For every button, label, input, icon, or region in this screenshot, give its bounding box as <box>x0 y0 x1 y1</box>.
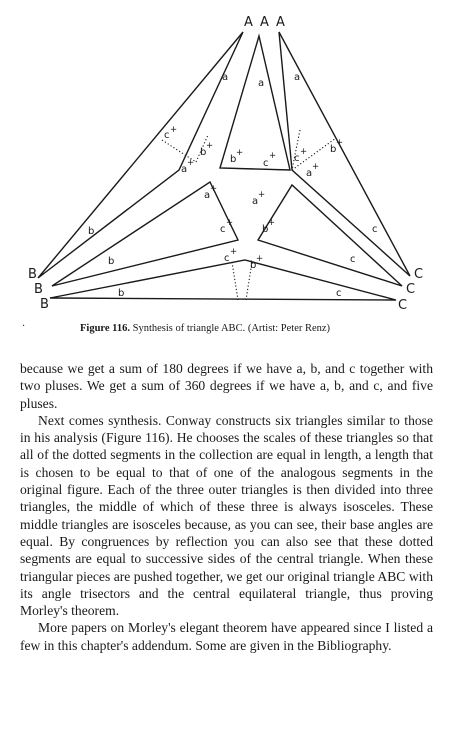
svg-text:+: + <box>300 147 308 157</box>
side-label-b-left-outer: b <box>88 226 95 237</box>
svg-text:a: a <box>181 164 188 175</box>
svg-text:+: + <box>206 141 214 151</box>
outer-triangle-bottom <box>50 260 396 300</box>
svg-text:+: + <box>226 218 234 228</box>
side-label-c-right-outer: c <box>372 224 378 235</box>
side-label-b-left-inner: b <box>108 256 115 267</box>
svg-text:+: + <box>336 138 344 148</box>
angle-label-c-plus-inner-left <box>220 218 233 235</box>
side-label-a-left: a <box>222 72 229 83</box>
svg-text:+: + <box>187 158 195 168</box>
vertex-label-a1: A <box>244 15 253 30</box>
figure-number: Figure 116. <box>80 323 130 334</box>
svg-text:+: + <box>256 254 264 264</box>
svg-text:b: b <box>250 260 257 271</box>
svg-text:c: c <box>164 130 170 141</box>
svg-text:b: b <box>230 154 237 165</box>
svg-text:+: + <box>258 190 266 200</box>
inner-triangle-top <box>220 36 290 170</box>
svg-text:+: + <box>170 125 178 135</box>
paragraph-3: More papers on Morley's elegant theorem have appeared since I listed a few in this chapter's addendum. Some are given in the Bibliography. <box>20 620 433 653</box>
svg-text:a: a <box>306 168 313 179</box>
svg-text:c: c <box>224 253 230 264</box>
svg-text:c: c <box>263 158 269 169</box>
svg-text:c: c <box>294 153 300 164</box>
angle-label-b-plus-left <box>200 141 213 158</box>
figure-caption <box>80 323 330 334</box>
angle-label-b-plus-right <box>330 138 343 155</box>
angle-label-b-plus-bottom <box>250 254 263 271</box>
angle-label-a-plus-right <box>306 162 319 179</box>
svg-text:+: + <box>268 218 276 228</box>
vertex-label-c1: C <box>414 267 424 282</box>
angle-label-c-plus-top <box>263 151 276 169</box>
angle-label-a-plus-inner-right <box>252 190 265 207</box>
vertex-label-a3: A <box>276 15 285 30</box>
margin-mark: . <box>22 318 26 329</box>
svg-text:b: b <box>262 224 269 235</box>
angle-label-b-plus-top <box>230 148 243 165</box>
angle-label-b-plus-inner-right <box>262 218 275 235</box>
svg-text:a: a <box>252 196 259 207</box>
vertex-label-b3: B <box>40 297 49 312</box>
vertex-label-c3: C <box>398 298 408 313</box>
side-label-a-top: a <box>258 78 265 89</box>
side-label-b-bottom: b <box>118 288 125 299</box>
body-text <box>20 360 433 654</box>
svg-text:+: + <box>210 184 218 194</box>
svg-text:c: c <box>220 224 226 235</box>
vertex-label-c2: C <box>406 282 416 297</box>
svg-text:+: + <box>236 148 244 158</box>
svg-text:a: a <box>204 190 211 201</box>
angle-label-a-plus-inner-left <box>204 184 217 201</box>
svg-text:+: + <box>312 162 320 172</box>
svg-text:+: + <box>269 151 277 161</box>
side-label-a-right: a <box>294 72 301 83</box>
angle-label-c-plus-right <box>294 147 307 164</box>
vertex-label-b1: B <box>28 267 37 282</box>
svg-text:b: b <box>200 147 207 158</box>
vertex-label-a2: A <box>260 15 269 30</box>
figure-caption-text: Synthesis of triangle ABC. (Artist: Peter Renz) <box>132 323 331 334</box>
side-label-c-bottom: c <box>336 288 342 299</box>
morley-synthesis-figure <box>0 0 468 318</box>
inner-triangle-right <box>258 185 402 286</box>
paragraph-2: Next comes synthesis. Conway constructs six triangles similar to those in his analysis (Figure 116). He chooses the scales of these triangles so that all of the dotted segments in the collection are equal in length, a length that is chosen to be equal to that of one of the analogous segments in the original figure. Each of the three outer triangles is then divided into three triangles, the middle of which of these three is always isosceles. These middle triangles are isosceles because, as you can see, their base angles are equal. By congruences by reflection you can also see that these dotted segments are equal to successive sides of the central triangle. When these triangular pieces are pushed together, we get our original triangle ABC with its angle trisectors and the central equilateral triangle, thus proving Morley's theorem. <box>20 412 433 619</box>
angle-label-c-plus-left <box>164 125 177 141</box>
svg-text:+: + <box>230 247 238 257</box>
vertex-label-b2: B <box>34 282 43 297</box>
side-label-c-right-inner: c <box>350 254 356 265</box>
svg-text:b: b <box>330 144 337 155</box>
paragraph-1: because we get a sum of 180 degrees if we have a, b, and c together with two pluses. We get a sum of 360 degrees if we have a, b, and c, and five pluses. <box>20 361 433 411</box>
outer-triangle-left <box>38 32 243 278</box>
